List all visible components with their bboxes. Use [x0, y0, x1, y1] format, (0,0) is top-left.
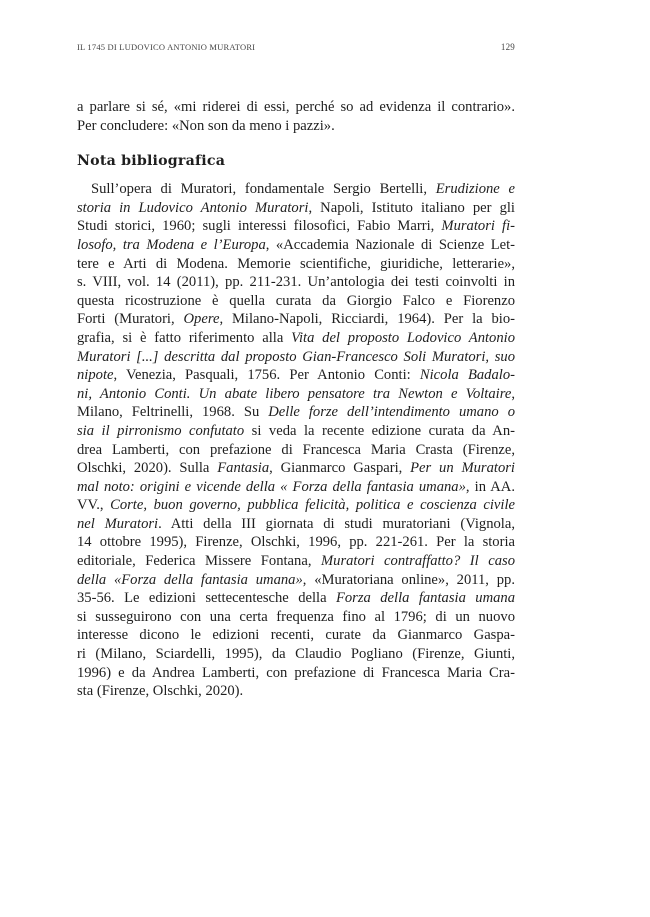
- italic-title: Muratori contraffatto? Il caso: [321, 553, 515, 570]
- running-title: IL 1745 DI LUDOVICO ANTONIO MURATORI: [77, 42, 256, 52]
- text-run: Olschki, 2020). Sulla: [77, 460, 218, 477]
- text-line: [77, 459, 515, 478]
- italic-title: Nicola Badalo-: [419, 367, 515, 384]
- text-run: ri (Milano, Sciardelli, 1995), da Claudio Pogliano (Firenze, Giunti,: [77, 646, 515, 663]
- text-run: . Atti della III giornata di studi muratoriani (Vignola,: [158, 515, 515, 532]
- italic-title: ni, Antonio Conti. Un abate libero pensatore tra Newton e Voltaire: [77, 385, 512, 402]
- italic-title: nipote: [77, 367, 114, 384]
- italic-title: Fantasia: [217, 460, 270, 477]
- text-line: [77, 273, 515, 292]
- text-run: 1996) e da Andrea Lamberti, con prefazione di Francesca Maria Cra-: [77, 664, 515, 681]
- text-run: , Gianmarco Gaspari,: [269, 460, 411, 477]
- text-line: [77, 255, 515, 274]
- text-line: [77, 626, 515, 645]
- italic-title: Corte, buon governo, pubblica felicità, politica e coscienza civile: [110, 497, 515, 514]
- text-line: [77, 348, 515, 367]
- text-line: [77, 310, 515, 329]
- text-run: editoriale, Federica Missere Fontana,: [77, 553, 321, 570]
- text-line: [77, 552, 515, 571]
- italic-title: Vita del proposto Lodovico Antonio: [291, 329, 515, 346]
- text-run: grafia, si è fatto riferimento alla: [77, 329, 292, 346]
- text-run: ,: [511, 385, 515, 402]
- text-line: [77, 515, 515, 534]
- text-line: [77, 645, 515, 664]
- text-line: [77, 478, 515, 497]
- text-run: tere e Arti di Modena. Memorie scientifiche, giuridiche, letterarie»,: [77, 255, 515, 272]
- italic-title: Erudizione e: [435, 181, 515, 198]
- text-run: , «Accademia Nazionale di Scienze Let-: [265, 236, 515, 253]
- text-line: Per concludere: «Non son da meno i pazzi».: [77, 117, 335, 134]
- text-line: [77, 292, 515, 311]
- text-line: [77, 385, 515, 404]
- text-line: a parlare si sé, «mi riderei di essi, perché so ad evidenza il contrario».: [77, 99, 515, 115]
- text-run: questa ricostruzione è quella curata da Giorgio Falco e Fiorenzo: [77, 292, 515, 309]
- text-run: Forti (Muratori,: [77, 311, 184, 328]
- text-run: 35-56. Le edizioni settecentesche della: [77, 590, 336, 607]
- text-run: interesse dicono le edizioni recenti, curate da Gianmarco Gaspa-: [77, 627, 515, 644]
- text-line: [77, 180, 515, 199]
- text-run: s. VIII, vol. 14 (2011), pp. 211-231. Un’antologia dei testi coinvolti in: [77, 274, 515, 291]
- text-line: [77, 441, 515, 460]
- text-run: , Napoli, Istituto italiano per gli: [308, 199, 515, 216]
- text-line: [77, 422, 515, 441]
- italic-title: nel Muratori: [77, 515, 159, 532]
- text-line: [77, 664, 515, 683]
- italic-title: Forza della fantasia umana: [335, 590, 515, 607]
- text-run: si veda la recente edizione curata da An-: [244, 422, 515, 439]
- text-line: [77, 589, 515, 608]
- italic-title: Opere: [183, 311, 220, 328]
- text-line: [77, 496, 515, 515]
- text-run: VV.,: [77, 497, 111, 514]
- italic-title: Per un Muratori: [410, 460, 515, 477]
- italic-title: Delle forze dell’intendimento umano o: [268, 404, 515, 421]
- text-run: Sull’opera di Muratori, fondamentale Sergio Bertelli,: [91, 181, 436, 198]
- text-run: Milano, Feltrinelli, 1968. Su: [77, 404, 269, 421]
- text-line: [77, 366, 515, 385]
- text-run: 14 ottobre 1995), Firenze, Olschki, 1996, pp. 221-261. Per la storia: [77, 534, 515, 551]
- text-run: , «Muratoriana online», 2011, pp.: [302, 571, 515, 588]
- body-text: [77, 98, 515, 701]
- intro-paragraph: [77, 98, 515, 135]
- page-number: 129: [500, 42, 515, 52]
- text-run: Studi storici, 1960; sugli interessi filosofici, Fabio Marri,: [77, 218, 442, 235]
- italic-title: della «Forza della fantasia umana»: [77, 571, 303, 588]
- text-line: [77, 199, 515, 218]
- text-run: , Milano-Napoli, Ricciardi, 1964). Per la bio-: [219, 311, 515, 328]
- text-line: [77, 608, 515, 627]
- text-run: drea Lamberti, con prefazione di Francesca Maria Crasta (Firenze,: [77, 441, 515, 458]
- bibliography-paragraph: [77, 180, 515, 701]
- text-line: [77, 217, 515, 236]
- italic-title: Muratori [...] descritta dal proposto Gian-Francesco Soli Muratori, suo: [77, 348, 515, 365]
- text-line: [77, 682, 515, 701]
- italic-title: mal noto: origini e vicende della « Forza della fantasia umana»: [77, 478, 466, 495]
- italic-title: storia in Ludovico Antonio Muratori: [77, 199, 309, 216]
- text-line: [77, 533, 515, 552]
- text-run: , in AA.: [465, 478, 515, 495]
- text-line: [77, 571, 515, 590]
- italic-title: sia il pirronismo confutato: [77, 422, 245, 439]
- text-run: , Venezia, Pasquali, 1756. Per Antonio Conti:: [113, 367, 420, 384]
- text-run: sta (Firenze, Olschki, 2020).: [77, 683, 244, 700]
- italic-title: Muratori fi-: [441, 218, 515, 235]
- section-heading: Nota bibliografica: [77, 153, 226, 170]
- text-line: [77, 329, 515, 348]
- text-line: [77, 403, 515, 422]
- text-line: [77, 236, 515, 255]
- italic-title: losofo, tra Modena e l’Europa: [77, 236, 266, 253]
- text-run: si susseguirono con una certa frequenza fino al 1796; di un nuovo: [77, 608, 515, 625]
